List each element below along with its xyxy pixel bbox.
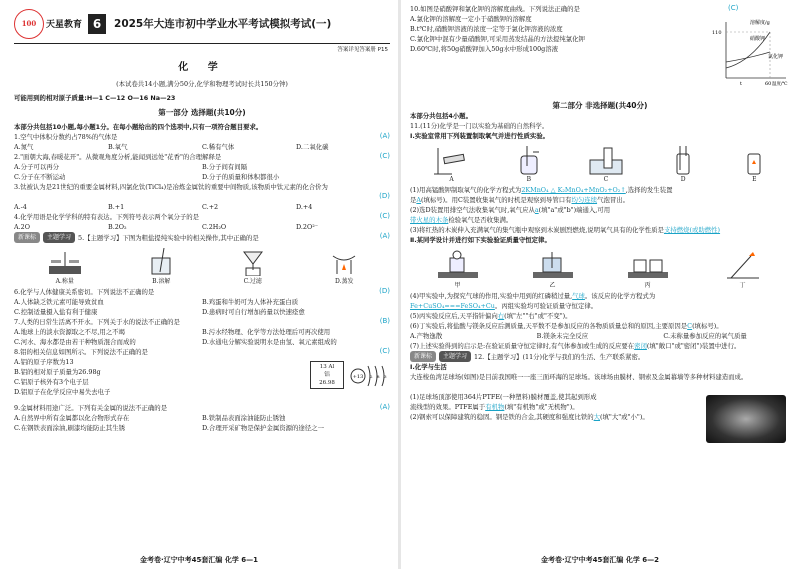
chart-tick: t [740, 81, 743, 87]
q12-line: 流线型的效果。PTFE属于 [410, 403, 486, 411]
figure-label: 丙 [644, 282, 651, 289]
q11-line: (7)上述实验得到的启示是:在验证质量守恒定律时,有气体参加或生成的反应要在 [410, 342, 635, 350]
svg-text:2: 2 [370, 374, 373, 379]
figure-label: C [603, 176, 609, 183]
option: D.水通电分解实验说明水是由氢、氧元素组成的 [202, 338, 337, 346]
question-10 [410, 4, 790, 100]
question-7 [14, 317, 390, 347]
option: A.氮气 [14, 143, 34, 151]
figure-evaporate [329, 245, 359, 285]
answer-blank: 均匀连续 [571, 196, 598, 204]
option: C.铝原子核外有3个电子层 [14, 378, 89, 386]
question-2 [14, 152, 390, 182]
question-12-sub: Ⅰ.化学与生活 [410, 363, 447, 371]
answer-ref: 答案详见答案册 P15 [337, 47, 388, 53]
answer-blank: a [534, 206, 539, 214]
question-11-text: 11.(11分)化学是一门以实验为基础的自然科学。 [410, 122, 549, 130]
svg-text:+13: +13 [352, 374, 364, 380]
question-12 [410, 351, 790, 447]
option: C.+2 [202, 203, 219, 211]
apparatus-ae [410, 143, 790, 183]
question-11-sub2: Ⅱ.某同学设计并进行如下实验验证质量守恒定律。 [410, 236, 551, 244]
question-text: 7.人类的日常生活离不开水。下列关于水的说法不正确的是 [14, 318, 180, 326]
atomic-masses: 可能用到的相对原子质量:H—1 C—12 O—16 Na—23 [14, 94, 176, 102]
answer-mark: (C) [728, 4, 739, 12]
answer-mark: (D) [379, 287, 390, 295]
answer-mark: (A) [379, 132, 390, 140]
q12-line: (填"有机物"或"无机物")。 [504, 403, 579, 411]
apparatus-b [517, 143, 541, 183]
option: C.未称量参加反应的氧气质量 [663, 332, 747, 340]
option: A.分子可以再分 [14, 163, 59, 171]
option: A.产物逸散 [410, 332, 443, 340]
option: B.2O₂ [108, 223, 127, 231]
figure-label: A [449, 176, 454, 183]
option: D.二氧化碳 [296, 143, 329, 151]
setup-bing [626, 247, 670, 289]
question-text: 9.金属材料用途广泛。下列有关金属的说法不正确的是 [14, 404, 168, 412]
question-text: 3.钛被认为是21世纪的重要金属材料,四氯化钛(TiCl₄)是冶炼金属钛的重要中间物质,该物质中钛元素的化合价为 [14, 183, 328, 191]
figure-balance [45, 245, 85, 285]
question-1 [14, 132, 390, 152]
chart-tick: 110 [712, 30, 722, 36]
figure-filter [238, 245, 268, 285]
option: A.2O [14, 223, 30, 231]
q11-line: 是 [410, 196, 417, 204]
chart-series-label: 硝酸钾 [750, 36, 766, 42]
chart-tick: 60 [765, 81, 772, 87]
solubility-chart [710, 18, 790, 88]
question-3 [14, 182, 390, 212]
q11-line: (4)甲实验中,为探究气球的作用,实验中用到的红磷稍过量, [410, 292, 573, 300]
brand-name: 天星教育 [46, 20, 83, 30]
figure-label: 丁 [739, 282, 746, 289]
option: C.氯化钾中混有少量硝酸钾,可采用蒸发结晶的方法提纯氯化钾 [410, 35, 585, 43]
svg-text:8: 8 [377, 374, 380, 379]
option: D.合理开采矿物是保护金属资源的途径之一 [202, 424, 324, 432]
badge-theme: 主题学习 [43, 232, 75, 243]
option: A.地球上的淡水资源取之不尽,用之不竭 [14, 328, 125, 336]
option: C.2H₂O [202, 223, 227, 231]
option: A.自然界中所有金属都以化合物形式存在 [14, 414, 130, 422]
answer-mark: (B) [379, 317, 390, 325]
answer-blank: 支持燃烧(或助燃性) [663, 226, 721, 234]
q11-line: (2)选D装置用排空气法收集氧气时,氧气应从 [410, 206, 535, 214]
stadium-photo [706, 395, 786, 443]
figure-beaker [146, 245, 176, 285]
option: A.-4 [14, 203, 27, 211]
answer-blank: A [416, 196, 422, 204]
chart-y-label: 溶解度/g [750, 20, 770, 26]
left-page [0, 0, 398, 569]
apparatus-jiayi [410, 247, 790, 289]
option: C.稀有气体 [202, 143, 235, 151]
q11-line: (填"左""右"或"不变")。 [504, 312, 572, 320]
answer-blank: 右 [497, 312, 505, 320]
q11-line: (3)将红热的木炭伸入充满氧气的集气瓶中观察到木炭剧烈燃烧,说明氧气具有的化学性质是 [410, 226, 664, 234]
question-text: 6.化学与人体健康关系密切。下列说法不正确的是 [14, 288, 155, 296]
answer-blank: Fe+CuSO₄===FeSO₄+Cu [410, 302, 495, 310]
apparatus-e [742, 143, 766, 183]
question-text: 12.【主题学习】(11分)化学与我们的生活、生产联系紧密。 [474, 352, 645, 361]
question-8 [14, 347, 390, 403]
answer-blank: 2KMnO₄ △ K₂MnO₄+MnO₂+O₂↑ [521, 186, 626, 194]
q11-line: 气泡冒出。 [597, 196, 630, 204]
header [14, 4, 390, 53]
figure-label: C.过滤 [243, 278, 262, 285]
q11-line: 。该反应的化学方程式为 [584, 292, 656, 300]
question-9 [14, 403, 390, 433]
question-6 [14, 287, 390, 317]
question-12-para: 大连梭鱼湾足球场(如图)是目前我国唯一一座三面环海的足球场。该球场由膜材、钢索及金属幕墙等多种材料建造而成。 [410, 373, 748, 381]
apparatus-d [671, 143, 695, 183]
q11-line: (填标号)。用C装置收集氧气的时机是观察到导管口有 [421, 196, 572, 204]
option: C.河水、海水都是由若干种物质混合而成的 [14, 338, 136, 346]
option: B.氧气 [108, 143, 128, 151]
option: D.患病时可自行增加药量以快速痊愈 [202, 308, 305, 316]
figure-label: D.蒸发 [334, 278, 354, 285]
question-4 [14, 212, 390, 232]
question-text: 4.化学用语是化学学科的特有表达。下列符号表示两个氧分子的是 [14, 213, 200, 221]
option: D.分子的质量和体积都很小 [202, 173, 280, 181]
q11-line: 。丙组实验均可验证质量守恒定律。 [494, 302, 598, 310]
question-text: 5.【主题学习】下图为粗盐提纯实验中的相关操作,其中正确的是 [78, 233, 259, 242]
figure-label: B.溶解 [152, 278, 171, 285]
answer-blank: 大 [593, 413, 601, 421]
chart-series-label: 氯化钾 [768, 54, 784, 60]
option: A.氯化钾的溶解度一定小于硝酸钾的溶解度 [410, 15, 532, 23]
option: B.+1 [108, 203, 125, 211]
q11-line: (1)用高锰酸钾制取氧气的化学方程式为 [410, 186, 522, 194]
answer-blank: 有机物 [485, 403, 505, 411]
question-5 [14, 232, 390, 285]
q11-line: 检验氧气是否收集满。 [448, 216, 513, 224]
part2-note: 本部分共包括4小题。 [410, 112, 472, 120]
intro: (本试卷共14小题,满分50分,化学和物理考试时长共150分钟) [116, 80, 288, 88]
option: C.分子在不断运动 [14, 173, 66, 181]
option: C.控制适量摄入盐有利于健康 [14, 308, 98, 316]
question-text: 10.如图是硝酸钾和氯化钾的溶解度曲线。下列说法正确的是 [410, 5, 580, 13]
figure-label: A.称量 [55, 278, 74, 285]
right-page [400, 0, 800, 569]
option: B.污水经物理、化学等方法处理后可再次使用 [202, 328, 331, 336]
paper-number: 6 [88, 14, 106, 34]
brand-logo: 100 [14, 9, 44, 39]
option: D.铝原子在化学反应中易失去电子 [14, 388, 111, 396]
chart-x-label: 温度/℃ [772, 82, 788, 87]
answer-mark: (A) [379, 232, 390, 240]
question-text: 1.空气中体积分数约占78%的气体是 [14, 133, 118, 141]
option: A.人体缺乏铁元素可能导致贫血 [14, 298, 104, 306]
setup-jia [436, 247, 480, 289]
figure-label: 乙 [549, 282, 556, 289]
question-11-sub1: Ⅰ.实验室常用下列装置制取氧气并进行性质实验。 [410, 132, 550, 140]
answer-blank: 带火星的木条 [410, 216, 449, 224]
apparatus-figures [14, 245, 390, 285]
answer-mark: (C) [379, 212, 390, 220]
apparatus-c [588, 143, 624, 183]
figure-label: D [680, 176, 686, 183]
q11-line: (填"敞口"或"密闭")装置中进行。 [646, 342, 741, 350]
part1-note: 本部分共包括10小题,每小题1分。在每小题给出的四个选项中,只有一项符合题目要求。 [14, 123, 263, 131]
footer-right: 金考卷·辽宁中考45套汇编 化学 6—2 [540, 556, 659, 564]
answer-blank: 气球 [572, 292, 585, 300]
periodic-element-box: 13 Al 铝 26.98 [310, 361, 344, 389]
badge-theme: 主题学习 [439, 351, 471, 362]
part2-title: 第二部分 非选择题(共40分) [552, 101, 648, 110]
option: B.t℃时,硝酸钾溶液的浓度一定等于氯化钾溶液的浓度 [410, 25, 563, 33]
q12-line: (2)钢索可以保障建筑的稳固。钢是铁的合金,其硬度和强度比铁的 [410, 413, 594, 421]
apparatus-a [434, 143, 470, 183]
setup-yi [531, 247, 575, 289]
svg-text:3: 3 [384, 374, 387, 379]
option: B.铁制品表面涂油能防止锈蚀 [202, 414, 286, 422]
figure-label: E [752, 176, 757, 183]
figure-label: B [526, 176, 531, 183]
question-text: 8.铝的相关信息如图所示。下列说法不正确的是 [14, 348, 148, 356]
option: B.铝的相对原子质量为26.98g [14, 368, 101, 376]
answer-mark: (D) [379, 192, 390, 200]
option: D.+4 [296, 203, 313, 211]
question-text: 2."面朝大海,春暖花开"。从微观角度分析,能闻到远处"花香"的合理解释是 [14, 153, 222, 161]
badge-new-standard: 新课标 [14, 232, 40, 243]
figure-label: 甲 [454, 282, 461, 289]
setup-ding [721, 247, 765, 289]
q11-line: (填标号)。 [692, 322, 723, 330]
badge-new-standard: 新课标 [410, 351, 436, 362]
subject-title: 化 学 [178, 62, 226, 73]
q11-line: (6)丁实验后,将盐酸与镁条反应后测质量,天平数不是参加反应的各物质质量总和的原因,主要原因是 [410, 322, 688, 330]
option: B.分子间有间隔 [202, 163, 248, 171]
answer-blank: 密闭 [634, 342, 647, 350]
q12-line: (填"大"或"小")。 [600, 413, 649, 421]
footer-left: 金考卷·辽宁中考45套汇编 化学 6—1 [139, 556, 258, 564]
option: D.60℃时,将50g硝酸钾加入50g水中形成100g溶液 [410, 45, 559, 53]
option: B.镁条未完全反应 [536, 332, 589, 340]
part1-title: 第一部分 选择题(共10分) [158, 108, 246, 117]
option: C.在钢铁表面涂油,刷漆均能防止其生锈 [14, 424, 125, 432]
answer-mark: (C) [379, 347, 390, 355]
option: A.铝的原子序数为13 [14, 358, 74, 366]
q11-line: ,选择的发生装置 [625, 186, 673, 194]
option: D.2O²⁻ [296, 223, 319, 231]
q12-line: (1)足球场顶部使用364片PTFE(一种塑料)膜材覆盖,使其起到形成 [410, 393, 597, 401]
q11-line: (5)丙实验反应后,天平指针偏向 [410, 312, 498, 320]
atom-diagram [348, 361, 388, 391]
paper-title: 2025年大连市初中学业水平考试模拟考试(一) [114, 18, 332, 30]
option: B.鸡蛋和牛奶可为人体补充蛋白质 [202, 298, 299, 306]
answer-mark: (A) [379, 403, 390, 411]
answer-mark: (C) [379, 152, 390, 160]
answer-blank: C [687, 322, 693, 330]
q11-line: (填"a"或"b")端通入,可用 [538, 206, 611, 214]
